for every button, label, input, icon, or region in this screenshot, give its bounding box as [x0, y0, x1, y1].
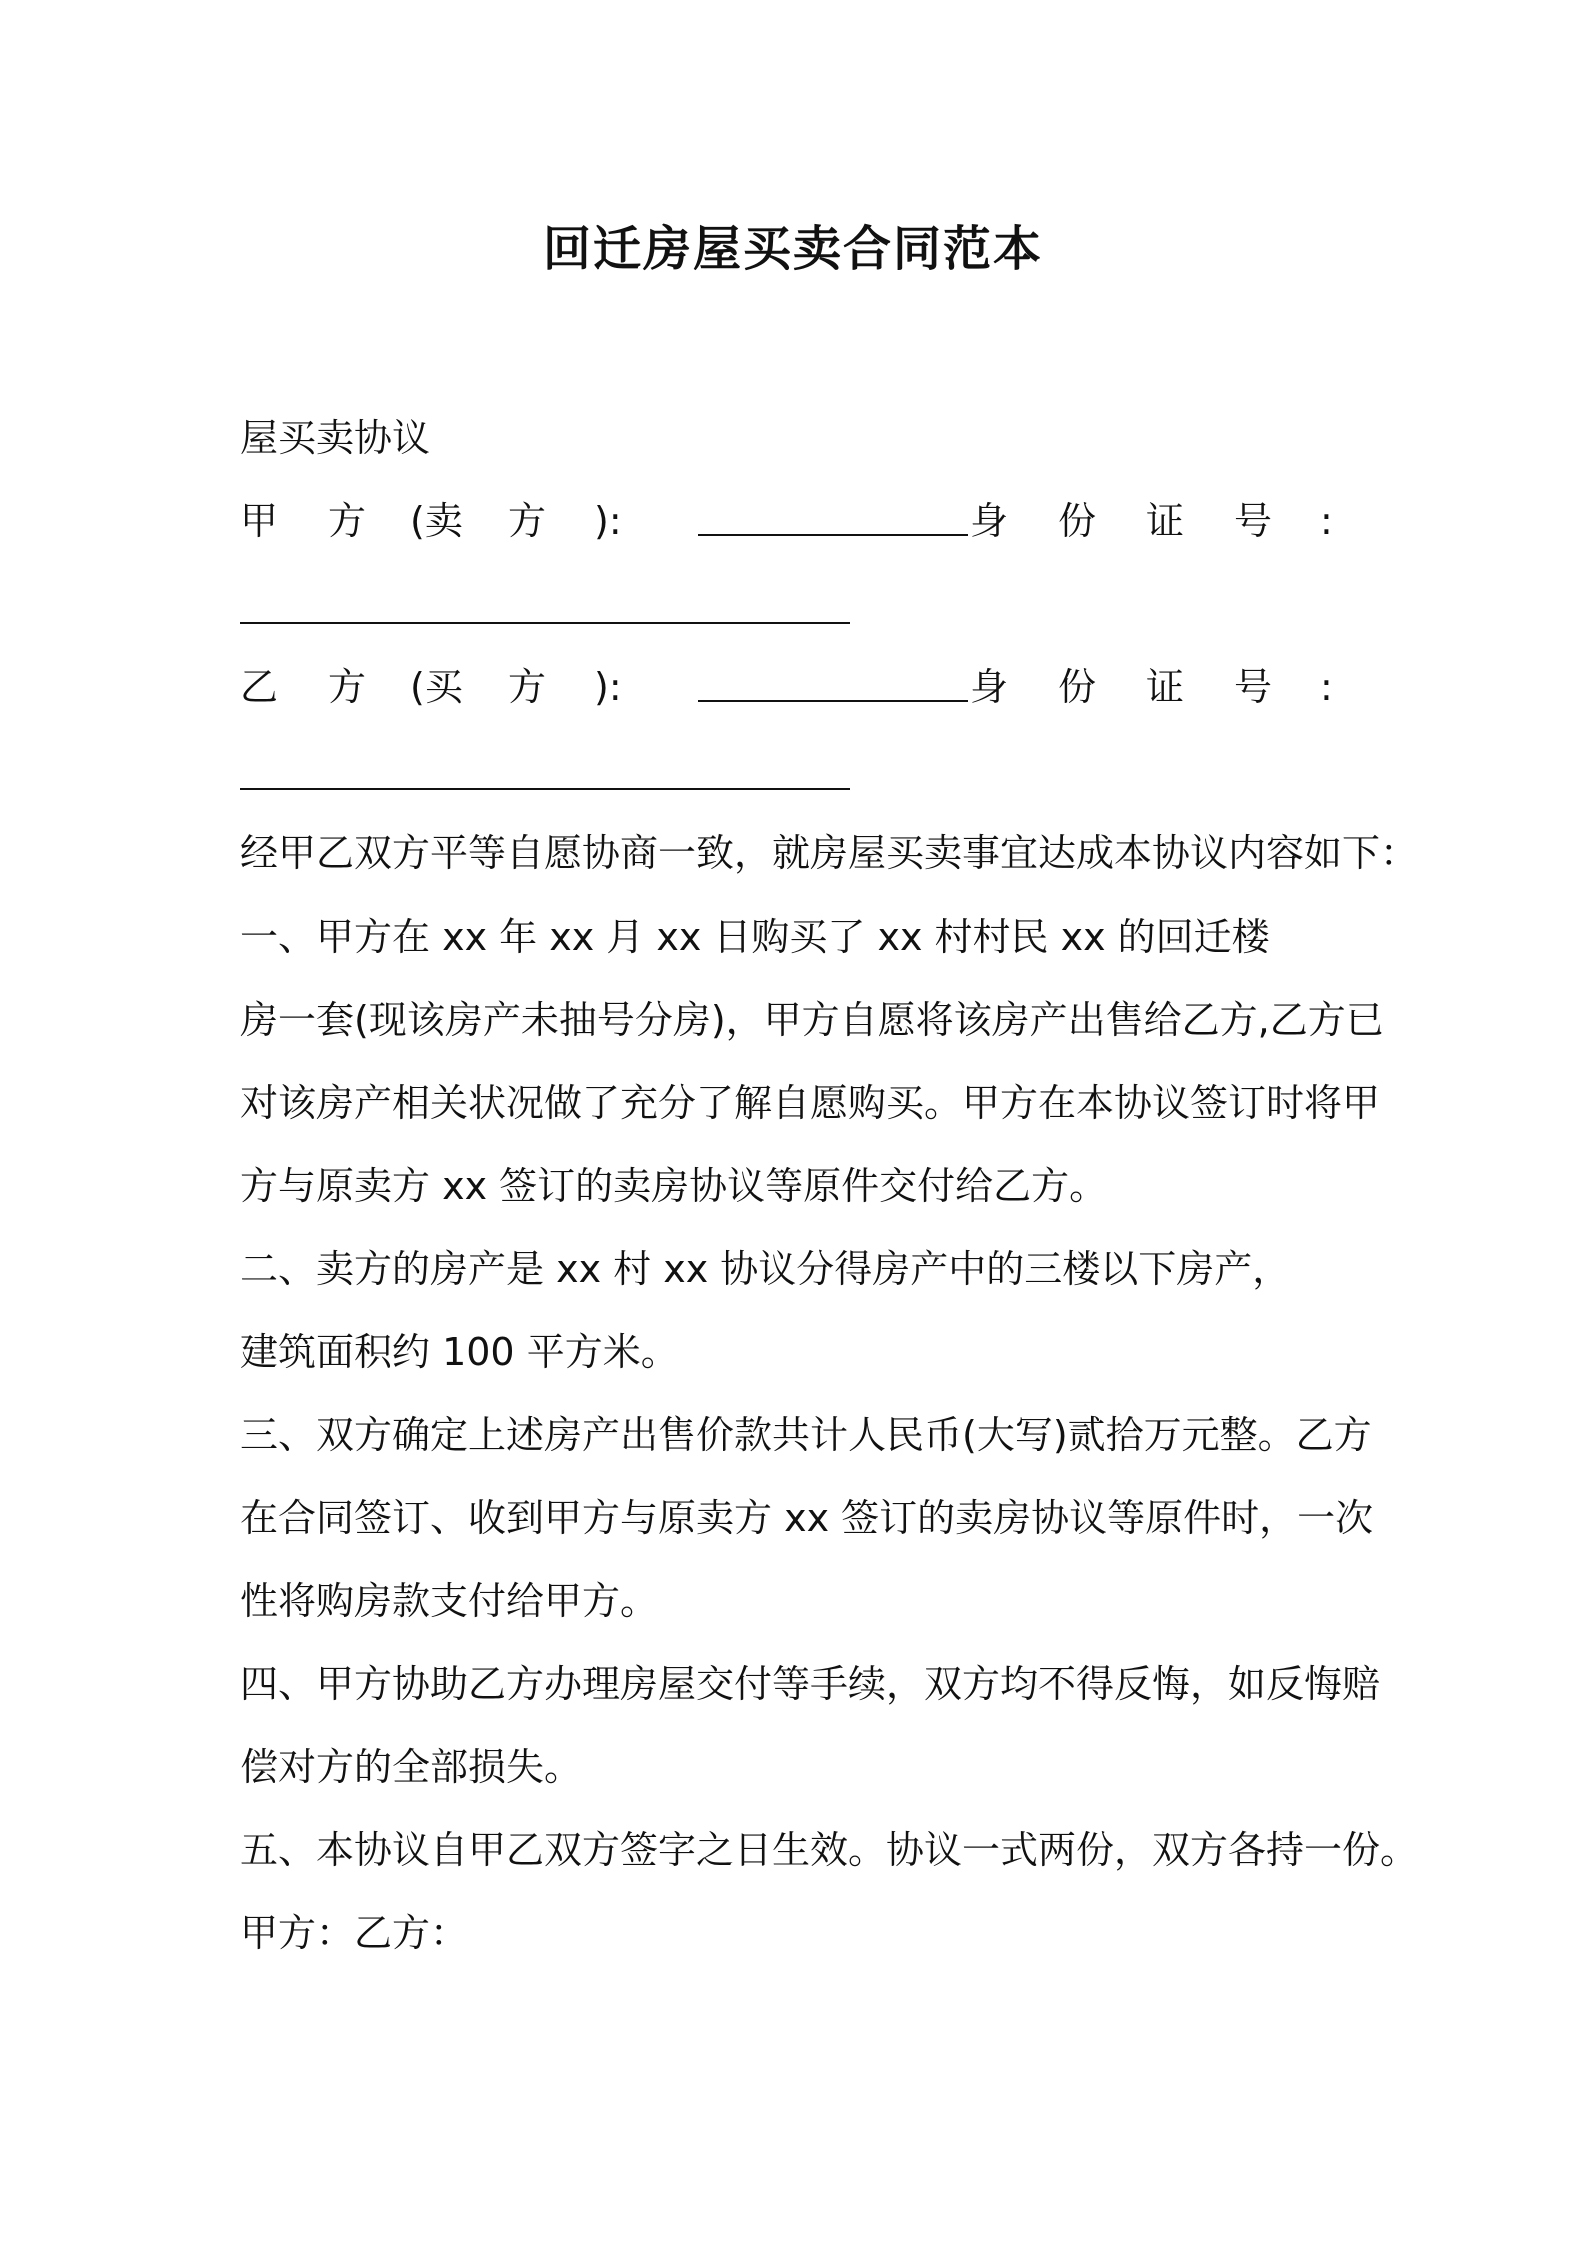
party-a-id-char: 证 [1146, 499, 1185, 543]
party-b-id-char: 份 [1058, 665, 1097, 709]
party-b-id-char: 号 [1234, 665, 1273, 709]
body-line: 房一套(现该房产未抽号分房)，甲方自愿将该房产出售给乙方,乙方已 [240, 998, 1384, 1042]
party-b-role-close: ): [594, 665, 622, 709]
party-a-id-blank [240, 622, 850, 624]
body-line: 建筑面积约 100 平方米。 [240, 1330, 679, 1374]
party-b-row [240, 662, 1348, 712]
party-b-label-char: 乙 [240, 665, 279, 709]
body-line: 对该房产相关状况做了充分了解自愿购买。甲方在本协议签订时将甲 [240, 1081, 1381, 1125]
body-line: 二、卖方的房产是 xx 村 xx 协议分得房产中的三楼以下房产， [240, 1247, 1291, 1291]
party-a-id-colon: : [1320, 499, 1333, 543]
party-a-name-blank [698, 534, 968, 536]
party-a-id-char: 份 [1058, 499, 1097, 543]
party-b-id-char: 证 [1146, 665, 1185, 709]
document-title: 回迁房屋买卖合同范本 [542, 221, 1043, 277]
body-line: 偿对方的全部损失。 [240, 1745, 583, 1789]
body-line: 四、甲方协助乙方办理房屋交付等手续，双方均不得反悔，如反悔赔 [240, 1662, 1381, 1706]
party-a-role-close: ): [594, 499, 622, 543]
party-a-label-char: 甲 [240, 499, 279, 543]
body-line: 方与原卖方 xx 签订的卖房协议等原件交付给乙方。 [240, 1164, 1108, 1208]
signature-line: 甲方：乙方： [240, 1911, 469, 1955]
party-b-label-char: 方 [328, 665, 367, 709]
agreement-heading: 屋买卖协议 [240, 416, 431, 460]
party-b-role-open: (买 [410, 665, 463, 709]
body-line: 经甲乙双方平等自愿协商一致，就房屋买卖事宜达成本协议内容如下： [240, 831, 1419, 875]
body-line: 一、甲方在 xx 年 xx 月 xx 日购买了 xx 村村民 xx 的回迁楼 [240, 915, 1270, 959]
party-b-id-blank [240, 788, 850, 790]
body-line: 在合同签订、收到甲方与原卖方 xx 签订的卖房协议等原件时，一次 [240, 1496, 1374, 1540]
body-line: 性将购房款支付给甲方。 [240, 1579, 659, 1623]
party-a-role-open: (卖 [410, 499, 463, 543]
body-line: 五、本协议自甲乙双方签字之日生效。协议一式两份，双方各持一份。 [240, 1828, 1419, 1872]
party-a-label-char: 方 [328, 499, 367, 543]
body-line: 三、双方确定上述房产出售价款共计人民币(大写)贰拾万元整。乙方 [240, 1413, 1372, 1457]
party-b-id-colon: : [1320, 665, 1333, 709]
party-b-name-blank [698, 700, 968, 702]
party-a-id-char: 号 [1234, 499, 1273, 543]
party-a-id-char: 身 [970, 499, 1009, 543]
party-b-role-char: 方 [508, 665, 547, 709]
party-b-id-char: 身 [970, 665, 1009, 709]
party-a-role-char: 方 [508, 499, 547, 543]
party-a-row [240, 496, 1348, 546]
